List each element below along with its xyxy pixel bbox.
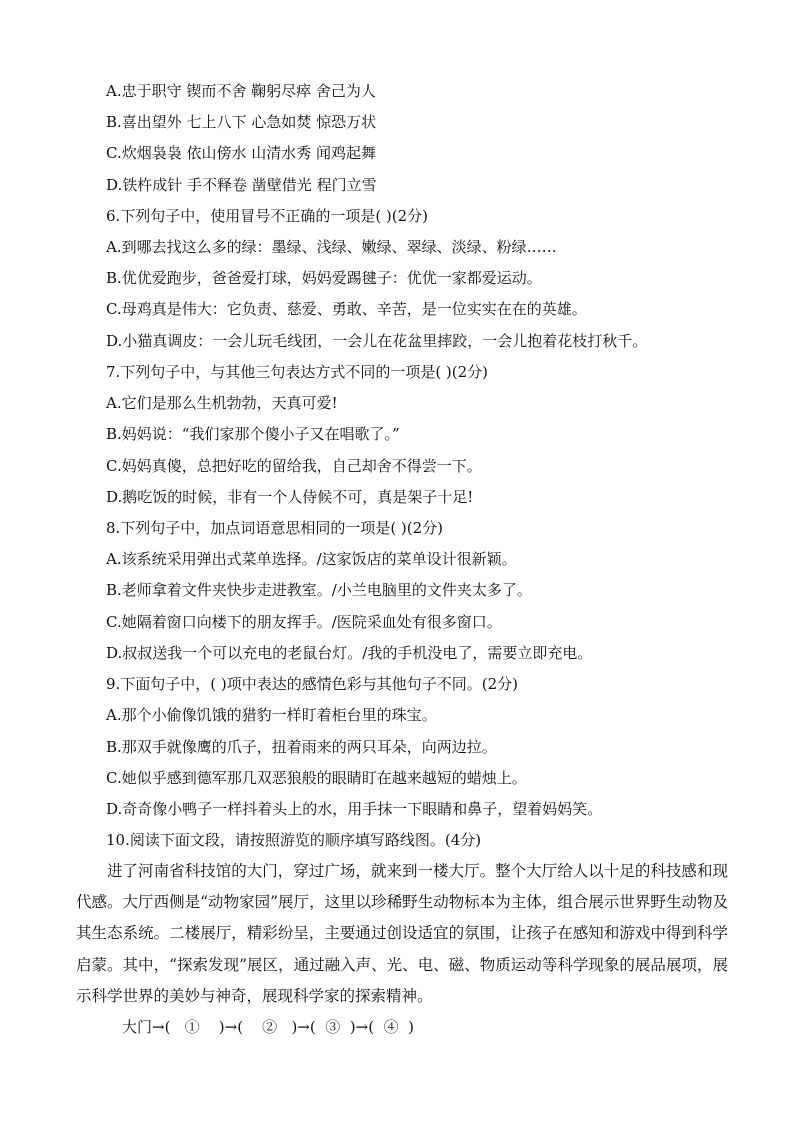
q9-stem: 9.下面句子中，( )项中表达的感情色彩与其他句子不同。(2分) — [106, 675, 519, 693]
q5-option-b: B.喜出望外 七上八下 心急如焚 惊恐万状 — [106, 113, 377, 131]
q7-option-a: A.它们是那么生机勃勃，天真可爱! — [106, 394, 338, 412]
route-map: 大门→( ① )→( ② )→( ③ )→( ④ ) — [122, 1018, 414, 1036]
q7-option-d: D.鹅吃饭的时候，非有一个人侍候不可，真是架子十足! — [106, 488, 474, 506]
q8-stem: 8.下列句子中，加点词语意思相同的一项是( )(2分) — [106, 519, 444, 537]
q8-option-d: D.叔叔送我一个可以充电的老鼠台灯。/我的手机没电了，需要立即充电。 — [106, 644, 593, 662]
q6-option-b: B.优优爱跑步，爸爸爱打球，妈妈爱踢毽子：优优一家都爱运动。 — [106, 269, 542, 287]
q7-stem: 7.下列句子中，与其他三句表达方式不同的一项是( )(2分) — [106, 363, 489, 381]
q5-option-a: A.忠于职守 锲而不舍 鞠躬尽瘁 舍己为人 — [106, 82, 376, 100]
q9-option-b: B.那双手就像鹰的爪子，扭着雨来的两只耳朵，向两边拉。 — [106, 738, 497, 756]
q6-option-c: C.母鸡真是伟大：它负责、慈爱、勇敢、辛苦，是一位实实在在的英雄。 — [106, 300, 587, 318]
q6-stem: 6.下列句子中，使用冒号不正确的一项是( )(2分) — [106, 207, 429, 225]
q7-option-b: B.妈妈说：“我们家那个傻小子又在唱歌了。” — [106, 425, 400, 443]
q6-option-d: D.小猫真调皮：一会儿玩毛线团，一会儿在花盆里摔跤，一会儿抱着花枝打秋千。 — [106, 332, 648, 350]
q8-option-b: B.老师拿着文件夹快步走进教室。/小兰电脑里的文件夹太多了。 — [106, 581, 532, 599]
q9-option-a: A.那个小偷像饥饿的猎豹一样盯着柜台里的珠宝。 — [106, 706, 437, 724]
q5-option-d: D.铁杵成针 手不释卷 凿壁借光 程门立雪 — [106, 176, 377, 194]
q8-option-c: C.她隔着窗口向楼下的朋友挥手。/医院采血处有很多窗口。 — [106, 613, 502, 631]
q7-option-c: C.妈妈真傻，总把好吃的留给我，自己却舍不得尝一下。 — [106, 457, 482, 475]
reading-passage: 进了河南省科技馆的大门，穿过广场，就来到一楼大厅。整个大厅给人以十足的科技感和现代感。大厅西侧是“动物家园”展厅，这里以珍稀野生动物标本为主体，组合展示世界野生动物及其生态系统。二楼展厅，精彩纷呈，主要通过创设适宜的氛围，让孩子在感知和游戏中得到科学启蒙。其中，“探索发现”展区，通过融入声、光、电、磁、物质运动等科学现象的展品展项，展示科学世界的美妙与神奇，展现科学家的探索精神。 — [76, 862, 728, 1005]
q9-option-c: C.她似乎感到德军那几双恶狼般的眼睛盯在越来越短的蜡烛上。 — [106, 769, 527, 787]
q10-stem: 10.阅读下面文段，请按照游览的顺序填写路线图。(4分) — [106, 831, 482, 849]
q8-option-a: A.该系统采用弹出式菜单选择。/这家饭店的菜单设计很新颖。 — [106, 550, 517, 568]
q5-option-c: C.炊烟袅袅 依山傍水 山清水秀 闻鸡起舞 — [106, 144, 377, 162]
q9-option-d: D.奇奇像小鸭子一样抖着头上的水，用手抹一下眼睛和鼻子，望着妈妈笑。 — [106, 800, 603, 818]
q6-option-a: A.到哪去找这么多的绿：墨绿、浅绿、嫩绿、翠绿、淡绿、粉绿…… — [106, 238, 557, 256]
